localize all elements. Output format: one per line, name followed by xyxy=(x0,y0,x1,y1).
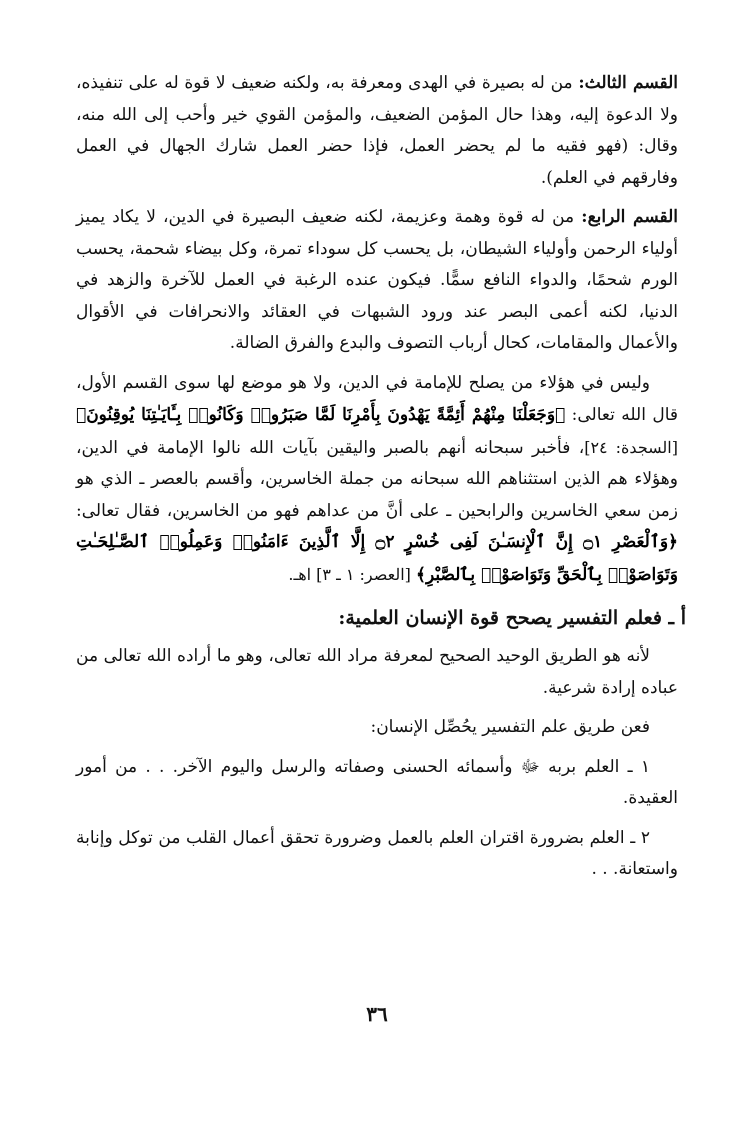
section-lead-fourth: القسم الرابع: xyxy=(581,207,678,227)
section-body-third: من له بصيرة في الهدى ومعرفة به، ولكنه ضعيف لا قوة له على تنفيذه، ولا الدعوة إليه، وهذا حال المؤمن الضعيف، والمؤمن القوي خير وأحب إلى الله منه، وقال: (فهو فقيه ما لم يحضر العمل، فإذا حضر العمل شارك الجهال في العمل وفارقهم في العلم). xyxy=(76,73,678,188)
list-item-1: ١ ـ العلم بربه ﷻ وأسمائه الحسنى وصفاته والرسل واليوم الآخر. . . من أمور العقيدة. xyxy=(76,756,678,808)
paragraph-reason: لأنه هو الطريق الوحيد الصحيح لمعرفة مراد الله تعالى، وهو ما أراده الله تعالى من عباده إرادة شرعية. xyxy=(76,646,678,698)
section-heading: أ ـ فعلم التفسير يصحح قوة الإنسان العلمية: xyxy=(338,607,686,629)
paragraph-third-section xyxy=(76,68,678,194)
quran-verse-sajdah: ﴿وَجَعَلْنَا مِنْهُمْ أَئِمَّةً يَهْدُونَ بِأَمْرِنَا لَمَّا صَبَرُوا۟ وَكَانُوا۟ بِـَٔايَـٰتِنَا يُوقِنُونَ﴾ xyxy=(76,405,566,425)
paragraph-intro-list: فعن طريق علم التفسير يحُصِّل الإنسان: xyxy=(370,717,650,737)
quran-verse-asr: ﴿وَٱلْعَصْرِ ۝١ إِنَّ ٱلْإِنسَـٰنَ لَفِى خُسْرٍ ۝٢ إِلَّا ٱلَّذِينَ ءَامَنُوا۟ وَعَمِلُوا۟ ٱلصَّـٰلِحَـٰتِ وَتَوَاصَوْا۟ بِٱلْحَقِّ وَتَوَاصَوْا۟ بِٱلصَّبْرِ﴾ xyxy=(76,532,678,585)
imamah-text-2: ، فأخبر سبحانه أنهم بالصبر واليقين بآيات الله نالوا الإمامة في الدين، وهؤلاء هم الذين استثناهم الله سبحانه من جملة الخاسرين، وأقسم بالعصر ـ الذي هو زمن سعي الخاسرين والرابحين ـ على أنَّ من عداهم فهو من الخاسرين، فقال تعالى: xyxy=(76,437,678,521)
verse-reference-asr: [العصر: ١ ـ ٣] اهـ. xyxy=(288,564,416,584)
section-lead-third: القسم الثالث: xyxy=(578,73,678,93)
list-item-2: ٢ ـ العلم بضرورة اقتران العلم بالعمل وضرورة تحقق أعمال القلب من توكل وإنابة واستعانة. . . xyxy=(76,827,678,879)
paragraph-fourth-section xyxy=(76,202,678,360)
verse-reference-sajdah: [السجدة: ٢٤] xyxy=(584,437,678,457)
imamah-text-1: وليس في هؤلاء من يصلح للإمامة في الدين، ولا هو موضع لها سوى القسم الأول، قال الله تعالى: xyxy=(76,372,679,425)
section-body-fourth: من له قوة وهمة وعزيمة، لكنه ضعيف البصيرة في الدين، لا يكاد يميز أولياء الرحمن وأولياء الشيطان، بل يحسب كل سوداء تمرة، وكل بيضاء شحمة، يحسب الورم شحمًا، والدواء النافع سمًّا. فيكون عنده الرغبة في العمل للآخرة والزهد في الدنيا، لكنه أعمى البصر عند ورود الشبهات في العقائد والانحرافات في الأقوال والأعمال والمقامات، كحال أرباب التصوف والبدع والفرق الضالة. xyxy=(76,207,678,353)
page-number: ٣٦ xyxy=(366,1002,388,1026)
paragraph-imamah xyxy=(76,368,678,592)
